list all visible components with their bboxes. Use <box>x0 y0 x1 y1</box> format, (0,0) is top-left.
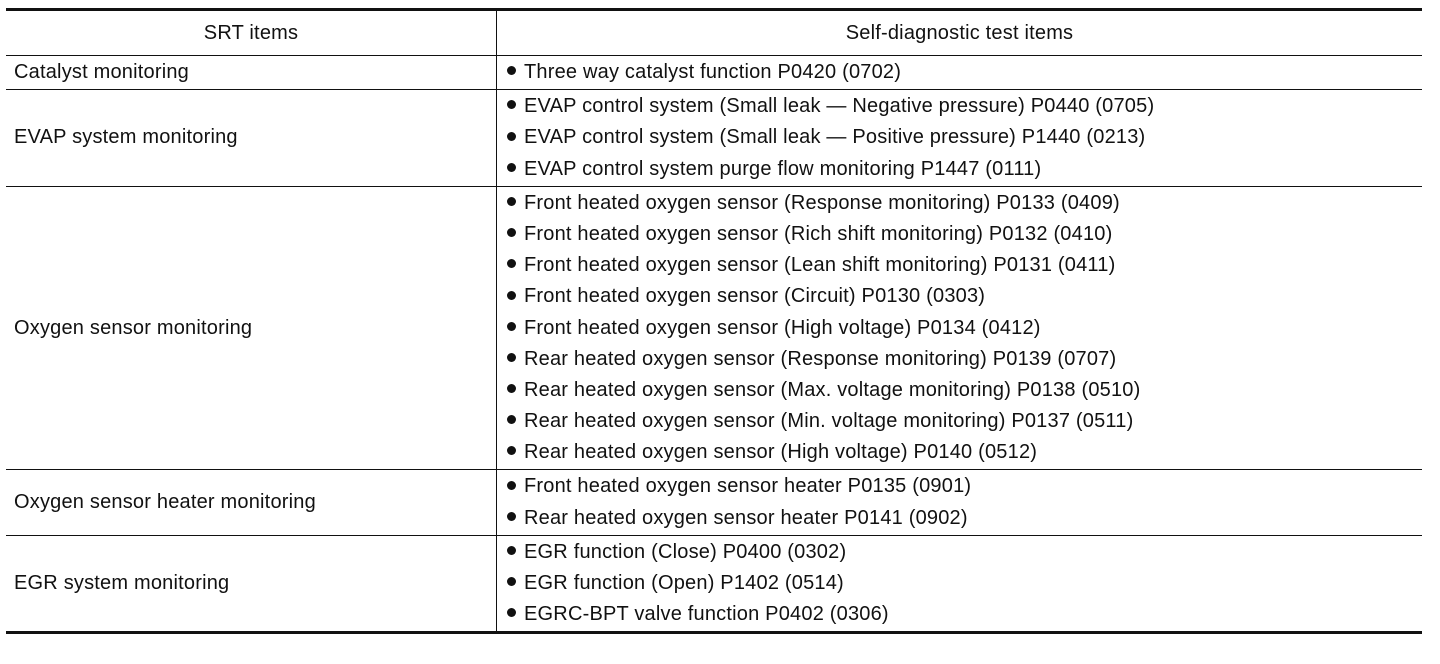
test-item-text: EVAP control system (Small leak — Negative pressure) P0440 (0705) <box>524 95 1155 118</box>
list-item <box>507 219 1422 250</box>
table-row <box>6 56 1422 90</box>
test-items-cell <box>497 90 1423 187</box>
test-item-list <box>507 188 1422 469</box>
bullet-icon <box>507 577 516 586</box>
list-item <box>507 154 1422 185</box>
bullet-icon <box>507 197 516 206</box>
test-item-text: EGRC-BPT valve function P0402 (0306) <box>524 603 889 626</box>
test-item-text: Rear heated oxygen sensor (High voltage) P0140 (0512) <box>524 441 1038 464</box>
list-item <box>507 313 1422 344</box>
test-item-text: Rear heated oxygen sensor (Response monitoring) P0139 (0707) <box>524 347 1117 370</box>
bullet-icon <box>507 353 516 362</box>
list-item <box>507 503 1422 534</box>
list-item <box>507 406 1422 437</box>
test-item-list <box>507 471 1422 533</box>
list-item <box>507 375 1422 406</box>
table-body <box>6 56 1422 633</box>
test-items-cell <box>497 470 1423 535</box>
test-item-text: Front heated oxygen sensor (Rich shift monitoring) P0132 (0410) <box>524 222 1113 245</box>
srt-table <box>6 8 1422 634</box>
test-items-cell <box>497 186 1423 470</box>
test-item-text: Front heated oxygen sensor heater P0135 (0901) <box>524 475 972 498</box>
table-row <box>6 90 1422 187</box>
test-items-cell <box>497 56 1423 90</box>
list-item <box>507 122 1422 153</box>
list-item <box>507 344 1422 375</box>
bullet-icon <box>507 608 516 617</box>
test-item-text: Front heated oxygen sensor (Circuit) P0130 (0303) <box>524 285 986 308</box>
bullet-icon <box>507 322 516 331</box>
test-item-text: EGR function (Open) P1402 (0514) <box>524 572 844 594</box>
list-item <box>507 599 1422 630</box>
test-item-text: EVAP control system (Small leak — Positive pressure) P1440 (0213) <box>524 126 1146 149</box>
test-item-text: EVAP control system purge flow monitoring P1447 (0111) <box>524 157 1042 180</box>
test-item-list <box>507 91 1422 185</box>
bullet-icon <box>507 100 516 109</box>
list-item <box>507 91 1422 122</box>
list-item <box>507 437 1422 468</box>
self-diagnostic-items-header: Self-diagnostic test items <box>497 10 1423 56</box>
test-item-list <box>507 537 1422 631</box>
test-item-text: Front heated oxygen sensor (High voltage) P0134 (0412) <box>524 316 1041 339</box>
bullet-icon <box>507 546 516 555</box>
srt-item-cell: Catalyst monitoring <box>6 56 497 90</box>
bullet-icon <box>507 415 516 424</box>
table-row <box>6 470 1422 535</box>
test-item-text: Front heated oxygen sensor (Lean shift monitoring) P0131 (0411) <box>524 254 1116 277</box>
list-item <box>507 250 1422 281</box>
srt-item-cell: Oxygen sensor monitoring <box>6 186 497 470</box>
bullet-icon <box>507 66 516 75</box>
srt-items-header: SRT items <box>6 10 497 56</box>
srt-item-cell: Oxygen sensor heater monitoring <box>6 470 497 535</box>
list-item <box>507 568 1422 599</box>
header-row <box>6 10 1422 56</box>
table-row <box>6 186 1422 470</box>
bullet-icon <box>507 384 516 393</box>
bullet-icon <box>507 163 516 172</box>
bullet-icon <box>507 446 516 455</box>
list-item <box>507 57 1422 88</box>
test-item-text: Rear heated oxygen sensor (Max. voltage monitoring) P0138 (0510) <box>524 378 1141 401</box>
test-items-cell <box>497 535 1423 633</box>
srt-item-cell: EGR system monitoring <box>6 535 497 633</box>
bullet-icon <box>507 291 516 300</box>
table-row <box>6 535 1422 633</box>
test-item-text: Front heated oxygen sensor (Response monitoring) P0133 (0409) <box>524 191 1120 214</box>
list-item <box>507 471 1422 502</box>
list-item <box>507 188 1422 219</box>
srt-item-cell: EVAP system monitoring <box>6 90 497 187</box>
test-item-text: EGR function (Close) P0400 (0302) <box>524 540 847 563</box>
bullet-icon <box>507 132 516 141</box>
test-item-list <box>507 57 1422 88</box>
bullet-icon <box>507 481 516 490</box>
test-item-text: Rear heated oxygen sensor (Min. voltage monitoring) P0137 (0511) <box>524 410 1134 433</box>
bullet-icon <box>507 259 516 268</box>
list-item <box>507 537 1422 568</box>
list-item <box>507 281 1422 312</box>
bullet-icon <box>507 512 516 521</box>
test-item-text: Rear heated oxygen sensor heater P0141 (0902) <box>524 506 968 529</box>
bullet-icon <box>507 228 516 237</box>
test-item-text: Three way catalyst function P0420 (0702) <box>524 61 902 83</box>
table-header <box>6 10 1422 56</box>
